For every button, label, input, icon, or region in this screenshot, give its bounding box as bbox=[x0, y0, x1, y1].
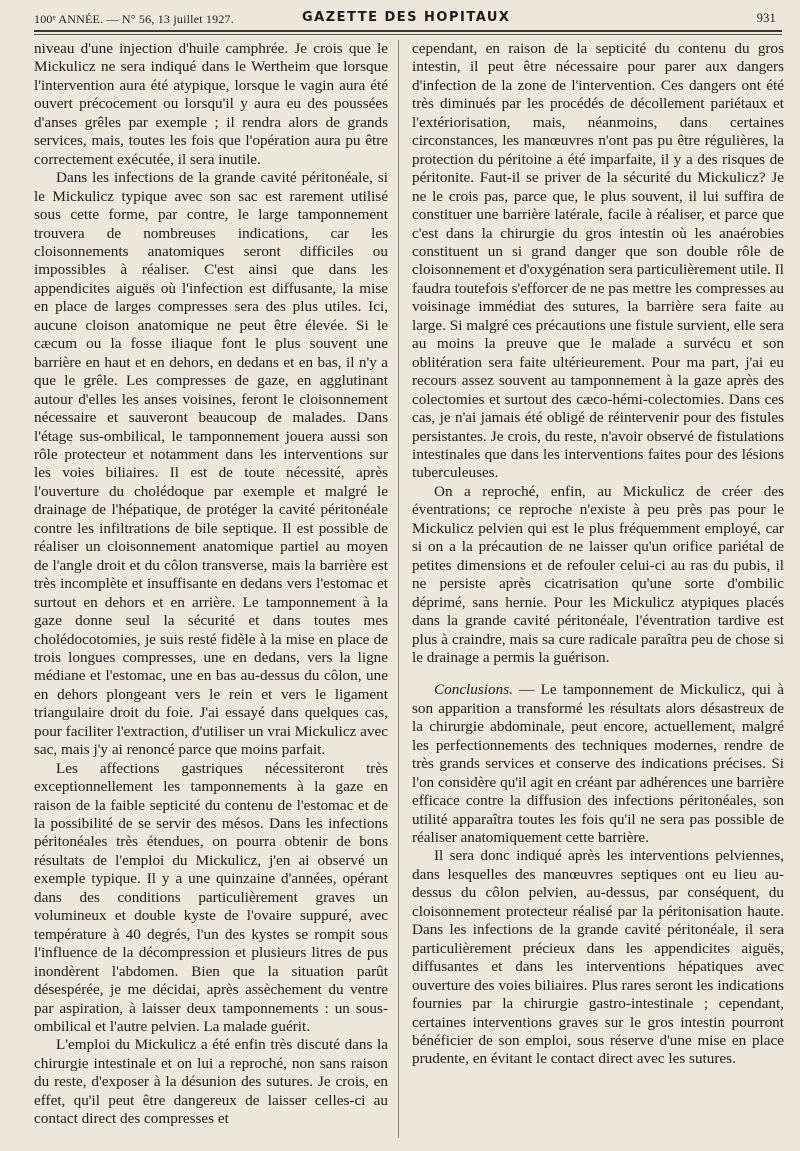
paragraph: Dans les infections de la grande cavité péritonéale, si le Mickulicz typique avec son sac est rarement utilisé sous cette forme, par contre, le large tamponnement trouvera de nombreuses indications, car les cloisonnements anatomiques seront difficiles ou impossibles à réaliser. C'est ainsi que dans les appendicites aiguës où l'infection est diffusante, la mise en place de larges compresses sera des plus utiles. Ici, aucune cloison anatomique ne peut être élevée. Si le cæcum ou la fosse iliaque font le plus souvent une barrière en haut et en dehors, en dedans et en bas, il n'y a que le grêle. Les compresses de gaze, en agglutinant autour d'elles les anses voisines, feront le cloisonnement nécessaire et sauveront beaucoup de malades. Dans l'étage sus-ombilical, le tamponnement jouera aussi son rôle protecteur et notamment dans les interventions sur les voies biliaires. Il est de toute nécessité, après l'ouverture du cholédoque par exemple et malgré le drainage de l'hépatique, de protéger la cavité péritonéale contre les infiltrations de bile septique. Il est possible de réaliser un cloisonnement anatomique partiel au moyen de l'angle droit et du côlon transverse, mais la barrière est très incomplète et insuffisante en dedans vers l'estomac et surtout en dehors et en arrière. Le tamponnement à la gaze donne seul la sécurité et dans toutes mes cholédocotomies, je suis resté fidèle à la mise en place de trois longues compresses, une en dedans, vers la ligne médiane et l'estomac, une en bas au-dessus du côlon, une en dehors plongeant vers le rein et vers le ligament triangulaire droit du foie. J'ai essayé dans quelques cas, pour faciliter l'extraction, d'utiliser un vrai Mickulicz avec sac, mais j'y ai renoncé parce que moins parfait. bbox=[34, 169, 388, 759]
paragraph: cependant, en raison de la septicité du contenu du gros intestin, il peut être nécessaire pour parer aux dangers d'infection de la zone de l'intervention. Ces dangers ont été très diminués par les procédés de décollement pariétaux et l'extériorisation, mais, néanmoins, dans certaines circonstances, les manœuvres n'ont pas pu être régulières, la protection du péritoine a été imparfaite, il y a des risques de péritonite. Faut-il se priver de la sécurité du Mickulicz? Je ne le crois pas, parce que, le plus souvent, il lui suffira de constituer une barrière latérale, facile à réaliser, et parce que c'est dans la chirurgie du gros intestin où les anaérobies constituent un si grand danger que son double rôle de cloisonnement et d'oxygénation sera particulièrement utile. Il faudra toutefois s'efforcer de ne pas mettre les compresses au voisinage immédiat des sutures, la barrière sera faite au large. Si malgré ces précautions une fistule survient, elle sera au moins la preuve que le malade a survécu et son oblitération sera faite ultérieurement. Pour ma part, j'ai eu recours assez souvent au tamponnement à la gaze après des colectomies et surtout des cæco-hémi-colectomies. Dans ces cas, je n'ai jamais été obligé de réintervenir pour des fistules persistantes. Je crois, du reste, n'avoir observé de fistulations intestinales que dans les interventions faites pour des lésions tuberculeuses. bbox=[412, 40, 784, 482]
paragraph: Il sera donc indiqué après les interventions pelviennes, dans lesquelles des manœuvres septiques ont eu lieu au-dessus du côlon pelvien, au-dessus, par conséquent, du cloisonnement protecteur réalisé par la péritonisation haute. Dans les infections de la grande cavité péritonéale, il sera particulièrement précieux dans les appendicites aiguës, diffusantes et dans les interventions hépatiques avec ouverture des voies biliaires. Plus rares seront les indications fournies par la chirurgie gastro-intestinale ; cependant, certaines interventions graves sur le gros intestin pourront bénéficier de son emploi, sous réserve d'une mise en place prudente, en évitant le contact direct avec les sutures. bbox=[412, 847, 784, 1068]
journal-title: GAZETTE DES HOPITAUX bbox=[302, 10, 511, 25]
paragraph: Les affections gastriques nécessiteront très exceptionnellement les tamponnements à la gaze en raison de la faible septicité du contenu de l'estomac et de la possibilité de se servir des mésos. Dans les infections péritonéales très étendues, on pourra obtenir de bons résultats de l'emploi du Mickulicz, j'en ai observé un exemple typique. Il y a une quinzaine d'années, opérant dans des conditions particulièrement graves un volumineux et double kyste de l'ovaire suppuré, avec température à 40 degrés, l'un des kystes se rompit sous l'influence de la décompression et plusieurs litres de pus inondèrent l'abdomen. Bien que la situation parût désespérée, je me décidai, après assèchement du ventre par aspiration, à laisser deux tamponnements : un sous-ombilical et l'autre pelvien. La malade guérit. bbox=[34, 759, 388, 1036]
header-rule-thin bbox=[34, 34, 782, 35]
page-header bbox=[34, 8, 782, 28]
column-divider bbox=[398, 40, 399, 1138]
conclusions-paragraph bbox=[412, 681, 784, 847]
issue-info: 100ᵉ ANNÉE. — N° 56, 13 juillet 1927. bbox=[34, 12, 234, 26]
paragraph: L'emploi du Mickulicz a été enfin très discuté dans la chirurgie intestinale et on lui a reproché, non sans raison du reste, d'exposer à la désunion des sutures. Je crois, en effet, qu'il peut être dangereux de laisser celles-ci au contact direct des compresses et bbox=[34, 1036, 388, 1128]
paragraph: niveau d'une injection d'huile camphrée. Je crois que le Mickulicz ne sera indiqué dans le Wertheim que lorsque l'intervention aura été atypique, lorsque le vagin aura été ouvert précocement ou lorsqu'il y aura eu des poussées d'anses grêles par exemple ; il rendra alors de grands services, mais, toutes les fois que l'opération aura pu être correctement exécutée, il sera inutile. bbox=[34, 40, 388, 168]
page-number: 931 bbox=[756, 11, 776, 25]
left-column bbox=[34, 40, 388, 1140]
conclusions-text: — Le tamponnement de Mickulicz, qui à son apparition a transformé les résultats alors désastreux de la chirurgie abdominale, peut encore, actuellement, malgré les perfectionnements des techniques modernes, rendre de très grands services et conserve des indications précises. Si l'on considère qu'il agit en créant par adhérences une barrière efficace contre la diffusion des infections péritonéales, son utilité apparaîtra toutes les fois qu'il ne sera pas possible de réaliser anatomiquement cette barrière. bbox=[412, 681, 784, 847]
paragraph: On a reproché, enfin, au Mickulicz de créer des éventrations; ce reproche n'existe à peu près pas pour le Mickulicz pelvien qui est le plus fréquemment employé, car si on a la précaution de ne laisser qu'un orifice pariétal de petites dimensions et de refouler celui-ci au ras du pubis, il ne persiste après cicatrisation qu'une sorte d'ombilic déprimé, sans hernie. Pour les Mickulicz atypiques placés dans la grande cavité péritonéale, l'éventration tardive est plus à craindre, mais sa cure radicale paraîtra peu de chose si le drainage a permis la guérison. bbox=[412, 482, 784, 666]
conclusions-label: Conclusions. bbox=[434, 681, 513, 699]
header-rule bbox=[34, 30, 782, 32]
right-column bbox=[412, 40, 784, 1140]
